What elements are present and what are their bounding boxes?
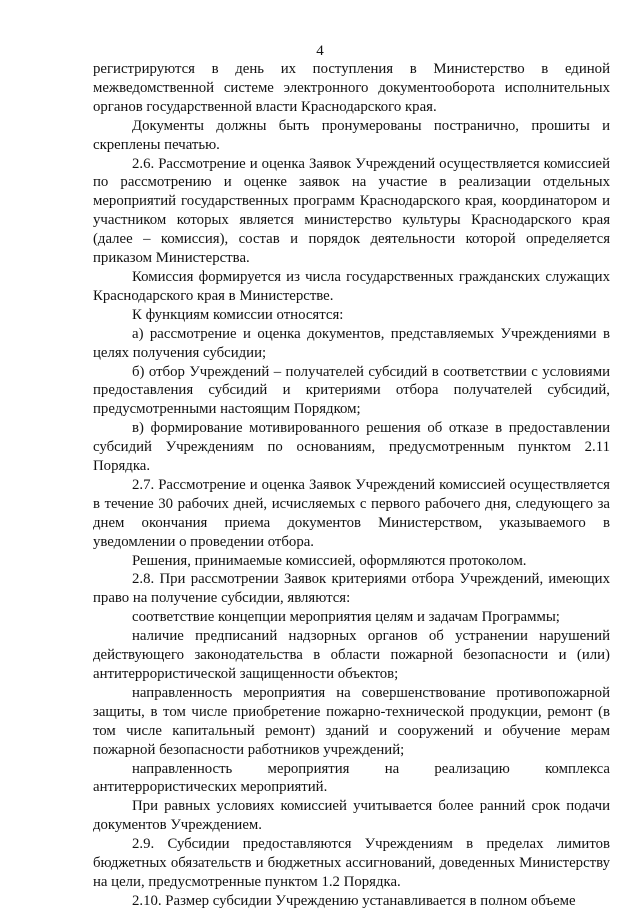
paragraph-documents-numbering: Документы должны быть пронумерованы постранично, прошиты и скреплены печатью. bbox=[93, 117, 610, 153]
criterion-concept: соответствие концепции мероприятия целям и задачам Программы; bbox=[132, 609, 560, 626]
list-item-v: в) формирование мотивированного решения об отказе в предоставлении субсидий Учреждениям по основаниям, предусмотренным пунктом 2.11 Порядка. bbox=[93, 420, 610, 475]
document-body bbox=[93, 60, 610, 911]
criterion-antiterror: направленность мероприятия на реализацию комплекса антитеррористических мероприятий. bbox=[93, 760, 610, 796]
paragraph-commission-functions: К функциям комиссии относятся: bbox=[132, 306, 344, 323]
paragraph-commission-formation: Комиссия формируется из числа государственных гражданских служащих Краснодарского края в Министерстве. bbox=[93, 268, 610, 304]
criterion-prescriptions: наличие предписаний надзорных органов об устранении нарушений действующего законодательства в области пожарной безопасности и (или) антитеррористической защищенности объектов; bbox=[93, 628, 610, 682]
paragraph-2-7: 2.7. Рассмотрение и оценка Заявок Учреждений комиссией осуществляется в течение 30 рабочих дней, исчисляемых с первого рабочего дня, следующего за днем окончания приема документов Министерством, указываемого в уведомлении о проведении отбора. bbox=[93, 476, 610, 550]
paragraph-2-6: 2.6. Рассмотрение и оценка Заявок Учреждений осуществляется комиссией по рассмотрению и оценке заявок на участие в реализации отдельных мероприятий государственных программ Краснодарского края, координатором и участником которых является министерство культуры Краснодарского края (далее – комиссия), состав и порядок деятельности которой определяется приказом Министерства. bbox=[93, 155, 610, 267]
list-item-a: а) рассмотрение и оценка документов, представляемых Учреждениями в целях получения субсидии; bbox=[93, 325, 610, 361]
paragraph-2-10: 2.10. Размер субсидии Учреждению устанавливается в полном объеме bbox=[132, 892, 576, 909]
paragraph-equal-conditions: При равных условиях комиссией учитывается более ранний срок подачи документов Учреждением. bbox=[93, 798, 610, 834]
paragraph-2-8: 2.8. При рассмотрении Заявок критериями отбора Учреждений, имеющих право на получение субсидии, являются: bbox=[93, 571, 610, 607]
page-number: 4 bbox=[316, 43, 324, 59]
criterion-fire-protection: направленность мероприятия на совершенствование противопожарной защиты, в том числе приобретение пожарно-технической продукции, ремонт (в том числе капитальный ремонт) зданий и сооружений и обучение мерам пожарной безопасности работников учреждений; bbox=[93, 684, 610, 758]
paragraph-2-9: 2.9. Субсидии предоставляются Учреждениям в пределах лимитов бюджетных обязательств и бюджетных ассигнований, доведенных Министерству на цели, предусмотренные пунктом 1.2 Порядка. bbox=[93, 836, 610, 890]
list-item-b: б) отбор Учреждений – получателей субсидий в соответствии с условиями предоставления субсидий и критериями отбора получателей субсидий, предусмотренными настоящим Порядком; bbox=[93, 363, 610, 418]
paragraph-continuation: регистрируются в день их поступления в Министерство в единой межведомственной системе электронного документооборота исполнительных органов государственной власти Краснодарского края. bbox=[93, 61, 610, 115]
paragraph-decisions-protocol: Решения, принимаемые комиссией, оформляются протоколом. bbox=[132, 552, 527, 569]
